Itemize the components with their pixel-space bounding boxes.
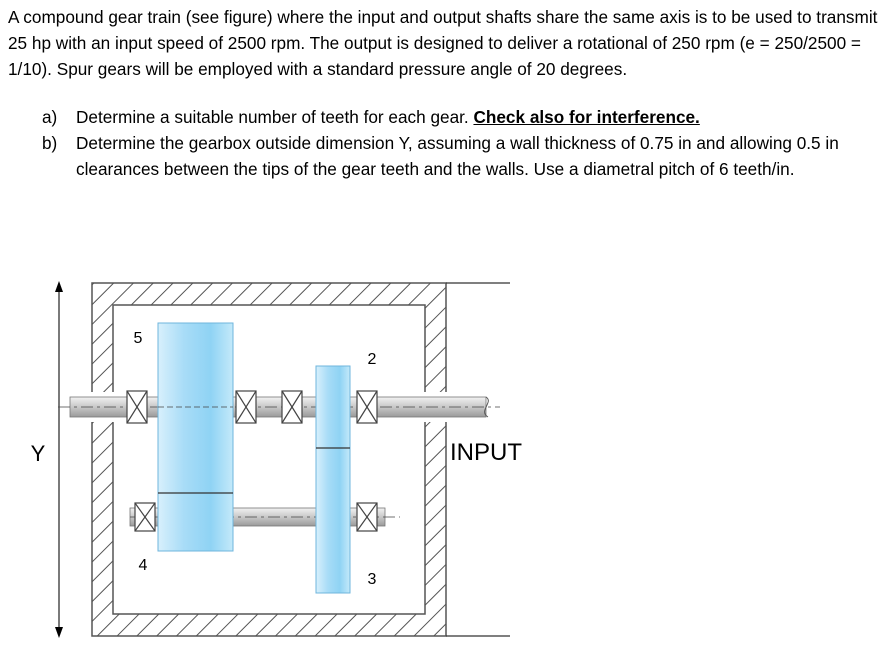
bearing-icon <box>357 391 377 423</box>
task-text-b: Determine the gearbox outside dimension Y, assuming a wall thickness of 0.75 in and allowing 0.5 in clearances between the tips of the gear teeth and the walls. Use a diametral pitch of 6 teeth/in. <box>76 133 839 179</box>
bearing-icon <box>135 503 155 531</box>
task-marker-a: a) <box>42 107 58 127</box>
dimension-arrow-top <box>55 281 63 292</box>
input-label: INPUT <box>450 439 522 466</box>
gear-4 <box>158 493 233 551</box>
bearing-icon <box>127 391 147 423</box>
task-marker-b: b) <box>42 133 58 153</box>
problem-intro: A compound gear train (see figure) where the input and output shafts share the same axis is to be used to transmit 25 hp with an input speed of 2500 rpm. The output is designed to deliver a rotational of 250 rpm (e = 250/2500 = 1/10). Spur gears will be employed with a standard pressure angle of 20 degrees. <box>8 7 878 79</box>
gear-3 <box>316 448 350 593</box>
gear-label-4: 4 <box>138 557 148 574</box>
gear-5 <box>158 323 233 493</box>
task-emphasis-a: Check also for interference. <box>473 107 700 127</box>
gear-label-5: 5 <box>133 330 143 347</box>
gear-label-2: 2 <box>367 351 377 368</box>
dimension-label: Y <box>30 441 46 466</box>
bearing-icon <box>236 391 256 423</box>
bearing-icon <box>282 391 302 423</box>
gear-label-3: 3 <box>367 571 377 588</box>
dimension-arrow-bottom <box>55 627 63 638</box>
housing-walls <box>91 283 447 636</box>
bearing-icon <box>357 503 377 531</box>
main-shaft <box>58 397 500 417</box>
task-text-a: Determine a suitable number of teeth for each gear. <box>76 107 474 127</box>
gear-2 <box>316 366 350 448</box>
dimension-y <box>31 281 63 638</box>
housing-wall <box>92 283 446 636</box>
